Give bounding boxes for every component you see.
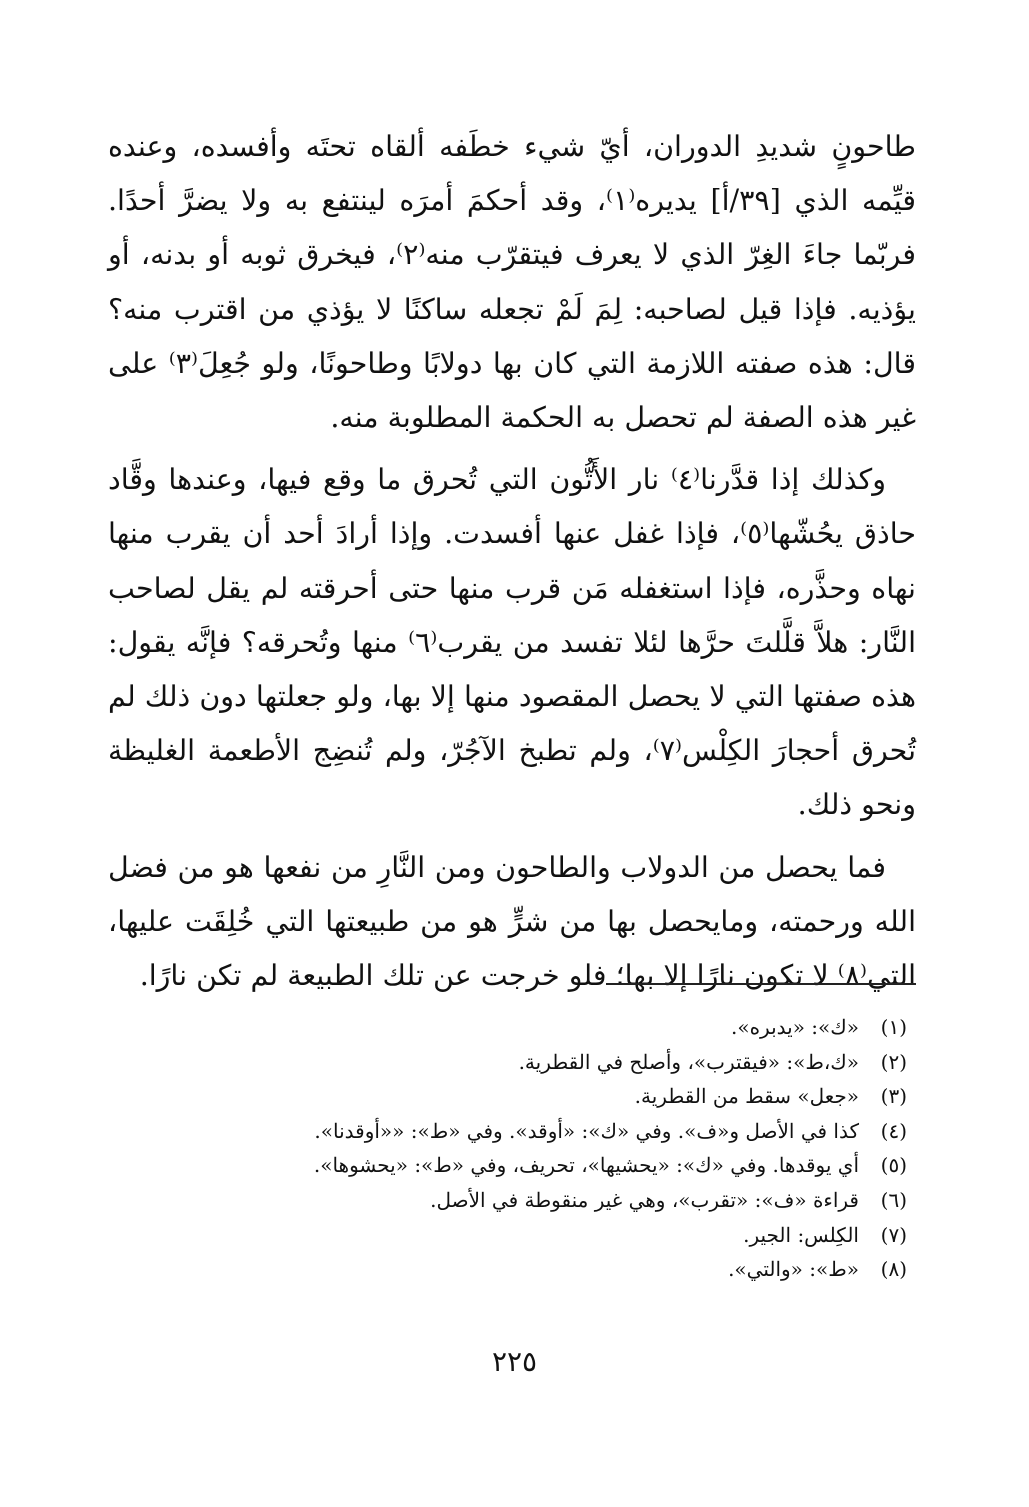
- footnote-number: (١): [880, 1015, 907, 1039]
- footnote-3: [207, 1079, 907, 1114]
- footnote-number: (٤): [880, 1118, 907, 1143]
- footnote-6: [207, 1183, 907, 1218]
- footnote-1: [207, 1010, 907, 1045]
- footnote-4: [207, 1114, 907, 1149]
- footnote-text: أي يوقدها. وفي «ك»: «يحشيها»، تحريف، وفي «ط»: «يحشوها».: [313, 1153, 859, 1178]
- footnote-number: (٣): [880, 1084, 907, 1109]
- footnote-text: «ك»: «يدبره».: [730, 1015, 859, 1039]
- footnote-5: [207, 1148, 907, 1183]
- footnotes: [207, 1010, 907, 1287]
- footnote-8: [207, 1252, 907, 1287]
- footnote-text: الكِلس: الجير.: [743, 1222, 859, 1247]
- footnote-number: (٢): [880, 1049, 907, 1074]
- page-body: [108, 120, 916, 1011]
- footnote-number: (٧): [880, 1222, 907, 1247]
- footnote-text: «ك،ط»: «فيقترب»، وأصلح في القطرية.: [518, 1049, 859, 1074]
- footnote-number: (٨): [880, 1257, 907, 1282]
- body-paragraph-2: وكذلك إذا قدَّرنا⁽٤⁾ نار الأَتُّون التي تُحرق ما وقع فيها، وعندها وقَّاد حاذق يحُشّها⁽٥⁾، فإذا غفل عنها أفسدت. وإذا أرادَ أحد أن يقرب منها نهاه وحذَّره، فإذا استغفله مَن قرب منها حتى أحرقته لم يقل لصاحب النَّار: هلاَّ قلَّلتَ حرَّها لئلا تفسد من يقرب⁽٦⁾ منها وتُحرقه؟ فإنَّه يقول: هذه صفتها التي لا يحصل المقصود منها إلا بها، ولو جعلتها دون ذلك لم تُحرق أحجارَ الكِلْس⁽٧⁾، ولم تطبخ الآجُرّ، ولم تُنضِج الأطعمة الغليظة ونحو ذلك.: [108, 463, 917, 822]
- footnote-text: كذا في الأصل و«ف». وفي «ك»: «أوقد». وفي «ط»: ««أوقدنا».: [314, 1118, 859, 1143]
- footnote-text: «جعل» سقط من القطرية.: [634, 1084, 859, 1109]
- footnote-2: [207, 1045, 907, 1080]
- footnote-number: (٦): [880, 1187, 907, 1212]
- footnote-7: [207, 1218, 907, 1253]
- footnote-text: قراءة «ف»: «تقرب»، وهي غير منقوطة في الأصل.: [430, 1187, 859, 1212]
- footnote-separator: [606, 983, 916, 985]
- body-paragraph-1: طاحونٍ شديدِ الدوران، أيّ شيء خطَفه ألقاه تحتَه وأفسده، وعنده قيِّمه الذي [٣٩/أ] يديره⁽١⁾، وقد أحكمَ أمرَه لينتفع به ولا يضرَّ أحدًا. فربّما جاءَ الغِرّ الذي لا يعرف فيتقرّب منه⁽٢⁾، فيخرق ثوبه أو بدنه، أو يؤذيه. فإذا قيل لصاحبه: لِمَ لَمْ تجعله ساكنًا لا يؤذي من اقترب منه؟ قال: هذه صفته اللازمة التي كان بها دولابًا وطاحونًا، ولو جُعِلَ⁽٣⁾ على غير هذه الصفة لم تحصل به الحكمة المطلوبة منه.: [108, 130, 916, 435]
- body-paragraph-3: فما يحصل من الدولاب والطاحون ومن النَّارِ من نفعها هو من فضل الله ورحمته، ومايحصل بها من شرٍّ هو من طبيعتها التي خُلِقَت عليها، التي⁽٨⁾ لا تكون نارًا إلا بها؛ فلو خرجت عن تلك الطبيعة لم تكن نارًا.: [108, 850, 916, 993]
- footnote-number: (٥): [880, 1153, 907, 1178]
- footnote-text: «ط»: «والتي».: [728, 1257, 859, 1282]
- page-number: ٢٢٥: [491, 1345, 538, 1378]
